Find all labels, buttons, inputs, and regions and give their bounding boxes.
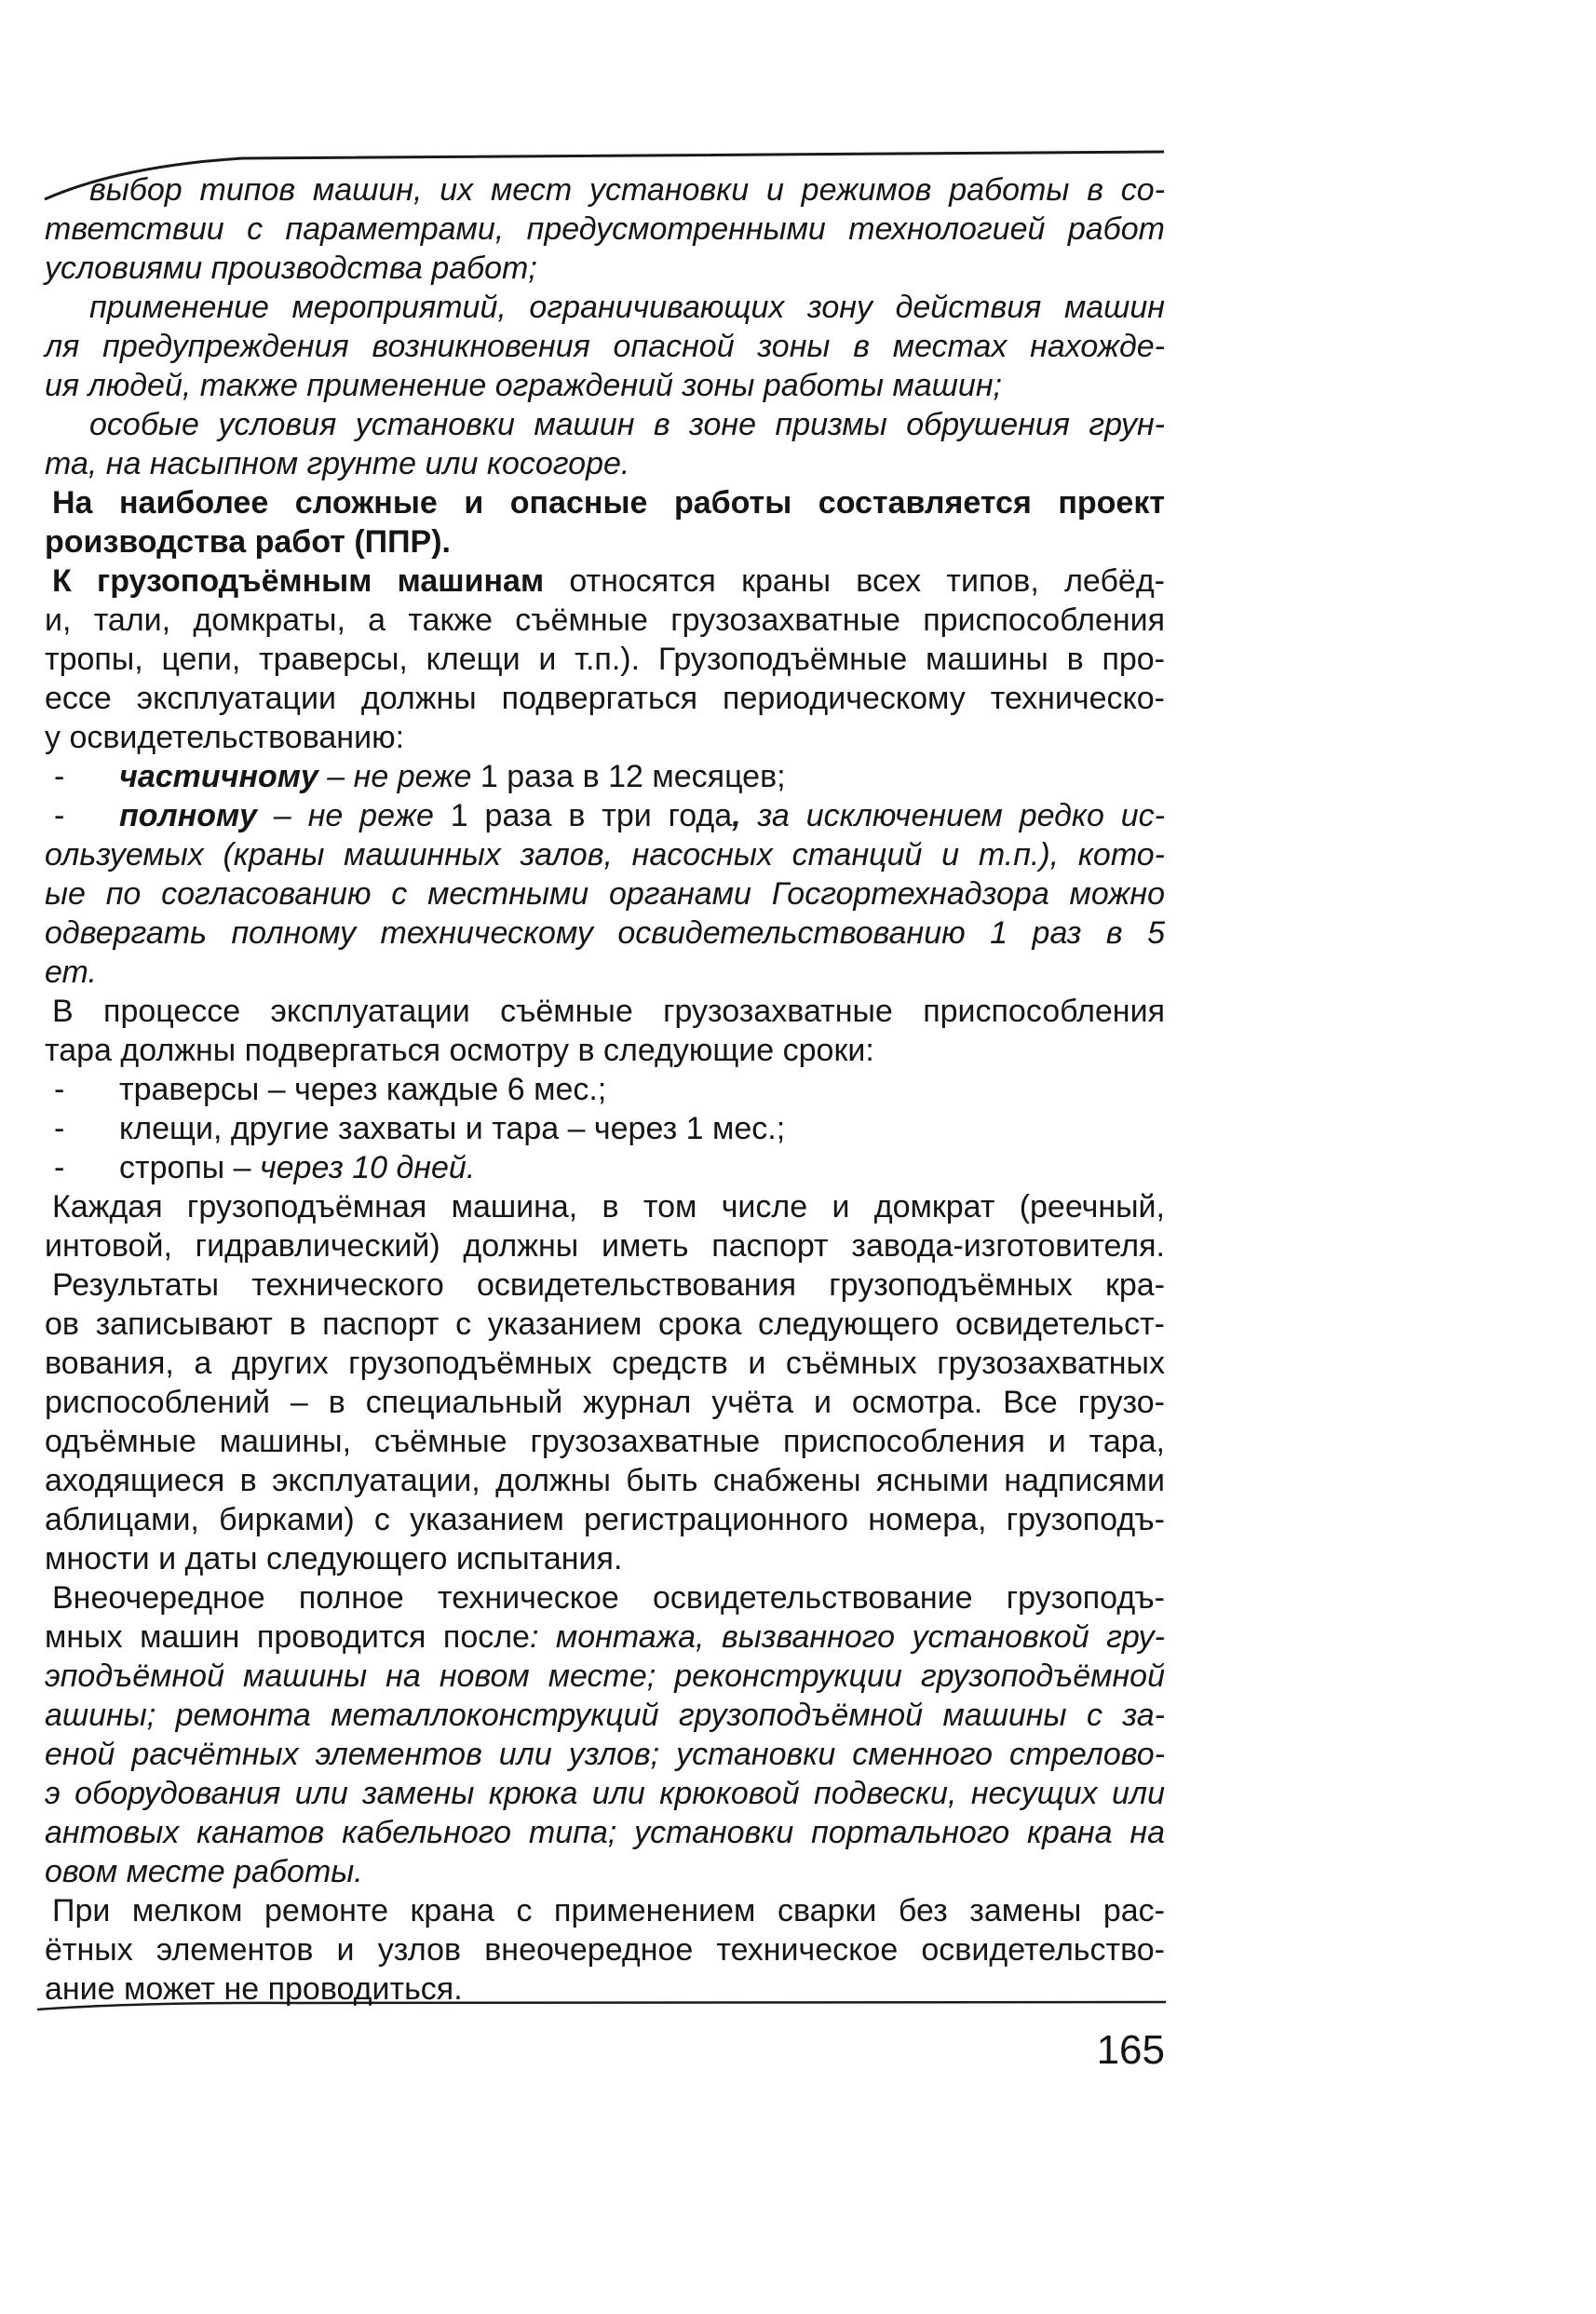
text-line [0, 1344, 1165, 1383]
text-line [0, 1891, 1165, 1930]
text-line [0, 835, 1165, 874]
bullet-dash: - [54, 1111, 65, 1146]
bullet-line [0, 796, 1165, 835]
text-line [0, 1187, 1165, 1226]
text-line [0, 444, 1165, 483]
text-line [0, 1813, 1165, 1852]
bullet-dash: - [54, 1072, 65, 1107]
line-text: 1 раза в три года [433, 798, 733, 833]
line-text: и, тали, домкраты, а также съёмные грузозахватные приспособления [45, 602, 1165, 638]
text-line [0, 601, 1165, 640]
line-text-italic: – не реже [318, 759, 472, 794]
line-text: ессе эксплуатации должны подвергаться периодическому техническо- [45, 681, 1165, 716]
line-text: мности и даты следующего испытания. [45, 1541, 623, 1576]
line-text: ётных элементов и узлов внеочередное техническое освидетельство- [45, 1932, 1165, 1968]
text-line [0, 992, 1165, 1031]
page-body [0, 170, 1165, 2009]
text-line [0, 1617, 1165, 1657]
line-text: тара должны подвергаться осмотру в следующие сроки: [45, 1033, 874, 1068]
text-line [0, 483, 1165, 522]
term-bold-italic: частичному [119, 759, 318, 794]
text-line [0, 679, 1165, 718]
line-text-bold-italic: , [732, 798, 741, 833]
text-line [0, 953, 1165, 992]
bullet-dash: - [54, 1150, 65, 1185]
text-line [0, 1657, 1165, 1696]
text-line [0, 1265, 1165, 1305]
bullet-line [0, 757, 1165, 796]
line-text: ия людей, также применение ограждений зоны работы машин; [45, 368, 1002, 403]
bullet-line [0, 1070, 1165, 1109]
line-text: особые условия установки машин в зоне призмы обрушения грун- [89, 407, 1165, 442]
text-line [0, 327, 1165, 366]
line-text: антовых канатов кабельного типа; установки портального крана на [45, 1815, 1165, 1850]
text-line [0, 562, 1165, 601]
text-line [0, 1930, 1165, 1969]
text-line [0, 1696, 1165, 1735]
line-text: Внеочередное полное техническое освидетельствование грузоподъ- [52, 1580, 1165, 1616]
line-text: ашины; ремонта металлоконструкций грузоподъёмной машины с за- [45, 1698, 1165, 1733]
line-text: ля предупреждения возникновения опасной зоны в местах нахожде- [45, 329, 1165, 364]
line-text: 1 раза в 12 месяцев; [471, 759, 786, 794]
text-line [0, 1852, 1165, 1891]
text-line [0, 1422, 1165, 1461]
line-text: относятся краны всех типов, лебёд- [544, 563, 1165, 599]
text-line [0, 913, 1165, 953]
text-line [0, 1226, 1165, 1265]
line-text: вования, а других грузоподъёмных средств и съёмных грузозахватных [45, 1346, 1165, 1381]
bullet-dash: - [54, 798, 65, 833]
line-text: эподъёмной машины на новом месте; реконструкции грузоподъёмной [45, 1658, 1165, 1694]
line-text: ользуемых (краны машинных залов, насосных станций и т.п.), кото- [45, 837, 1165, 873]
line-text-italic: за исключением редко ис- [740, 798, 1165, 833]
line-text: тветствии с параметрами, предусмотренными технологией работ [45, 211, 1165, 247]
text-line [0, 640, 1165, 679]
text-line [0, 1969, 1165, 2009]
page-number: 165 [1096, 2027, 1165, 2073]
line-text-italic: – не реже [257, 798, 434, 833]
text-line [0, 1461, 1165, 1500]
line-text: э оборудования или замены крюка или крюковой подвески, несущих или [45, 1776, 1165, 1811]
bullet-dash: - [54, 759, 65, 794]
line-text: При мелком ремонте крана с применением сварки без замены рас- [52, 1893, 1165, 1928]
line-text: интовой, гидравлический) должны иметь паспорт завода-изготовителя. [45, 1228, 1165, 1264]
text-line [0, 210, 1165, 249]
line-text: Результаты технического освидетельствования грузоподъёмных кра- [52, 1267, 1165, 1303]
line-text: ет. [45, 954, 97, 990]
line-text: выбор типов машин, их мест установки и режимов работы в со- [89, 172, 1165, 208]
line-text: ание может не проводиться. [45, 1971, 463, 2007]
line-text: Каждая грузоподъёмная машина, в том числе и домкрат (реечный, [52, 1189, 1165, 1225]
text-line [0, 1735, 1165, 1774]
text-line [0, 405, 1165, 444]
text-line [0, 522, 1165, 562]
bullet-line [0, 1148, 1165, 1187]
line-text: еной расчётных элементов или узлов; установки сменного стрелово- [45, 1737, 1165, 1772]
text-line [0, 170, 1165, 210]
text-line [0, 1500, 1165, 1539]
text-line [0, 1539, 1165, 1578]
line-text: траверсы – через каждые 6 мес.; [119, 1072, 607, 1107]
text-line [0, 1031, 1165, 1070]
text-line [0, 1383, 1165, 1422]
line-text: В процессе эксплуатации съёмные грузозахватные приспособления [52, 994, 1165, 1029]
line-text: условиями производства работ; [45, 250, 537, 286]
line-text: ов записывают в паспорт с указанием срока следующего освидетельст- [45, 1306, 1165, 1342]
text-line [0, 1774, 1165, 1813]
text-line [0, 366, 1165, 405]
line-text: та, на насыпном грунте или косогоре. [45, 446, 630, 481]
line-text-italic: через 10 дней. [260, 1150, 476, 1185]
line-text: аблицами, бирками) с указанием регистрационного номера, грузоподъ- [45, 1502, 1165, 1537]
text-line [0, 874, 1165, 913]
line-text: одъёмные машины, съёмные грузозахватные приспособления и тара, [45, 1424, 1165, 1459]
term-bold: К грузоподъёмным машинам [52, 563, 545, 599]
line-text: тропы, цепи, траверсы, клещи и т.п.). Грузоподъёмные машины в про- [45, 642, 1165, 677]
line-text: мных машин проводится после [45, 1619, 530, 1655]
line-text: стропы – [119, 1150, 261, 1185]
line-text: роизводства работ (ППР). [45, 524, 451, 560]
line-text: одвергать полному техническому освидетельствованию 1 раз в 5 [45, 915, 1165, 951]
line-text: На наиболее сложные и опасные работы составляется проект [52, 485, 1165, 521]
line-text: овом месте работы. [45, 1854, 363, 1889]
line-text: ые по согласованию с местными органами Госгортехнадзора можно [45, 876, 1165, 912]
line-text: клещи, другие захваты и тара – через 1 мес.; [119, 1111, 786, 1146]
text-line [0, 288, 1165, 327]
line-text: риспособлений – в специальный журнал учёта и осмотра. Все грузо- [45, 1385, 1165, 1420]
text-line [0, 249, 1165, 288]
line-text: у освидетельствованию: [45, 720, 405, 755]
bullet-line [0, 1109, 1165, 1148]
line-text: применение мероприятий, ограничивающих зону действия машин [89, 290, 1165, 325]
text-line [0, 1578, 1165, 1617]
line-text: аходящиеся в эксплуатации, должны быть снабжены ясными надписями [45, 1463, 1165, 1498]
text-line [0, 1305, 1165, 1344]
text-line [0, 718, 1165, 757]
term-bold-italic: полному [119, 798, 258, 833]
line-text-italic: : монтажа, вызванного установкой гру- [529, 1619, 1165, 1655]
